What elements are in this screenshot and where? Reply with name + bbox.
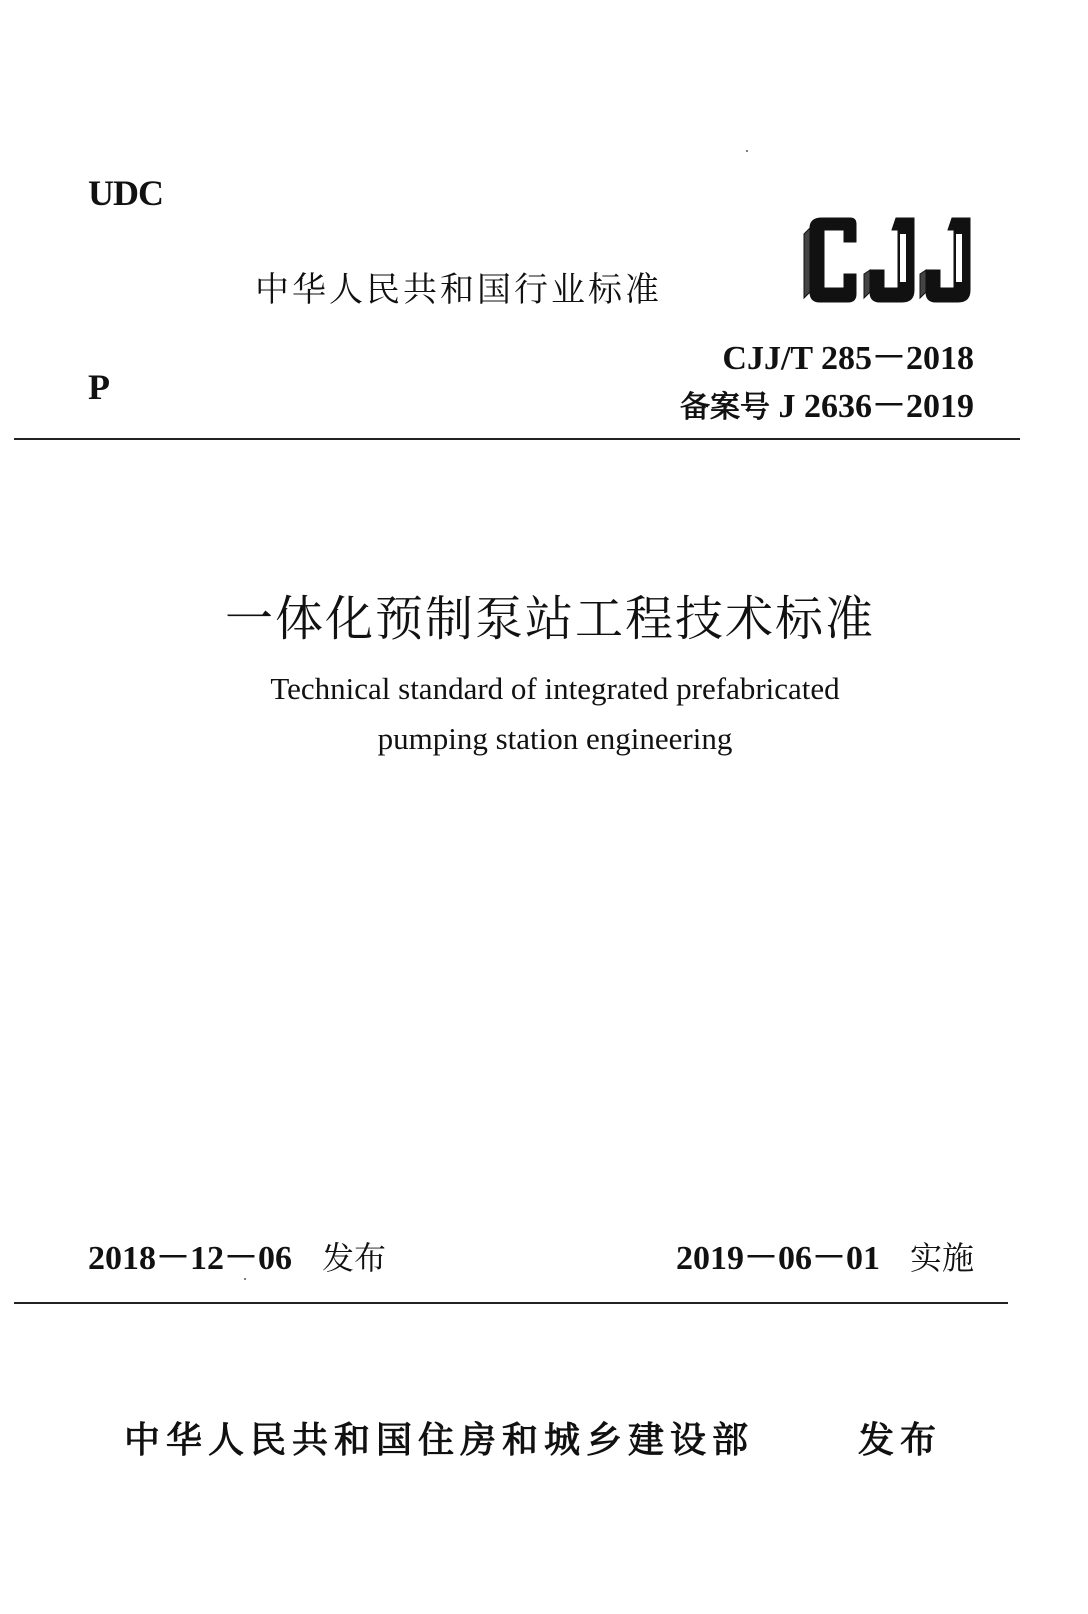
document-title-english: [0, 664, 1088, 764]
implement-date-value: 2019－06－01: [675, 1240, 880, 1277]
category-label: P: [88, 367, 110, 407]
record-label: 备案号: [680, 390, 770, 425]
scan-speck: [746, 150, 748, 152]
english-title-line-1: Technical standard of integrated prefabricated: [270, 671, 840, 706]
issue-label: 发布: [322, 1239, 387, 1277]
publisher-suffix: 发布: [858, 1420, 943, 1461]
scan-speck: [244, 1278, 246, 1280]
udc-label: UDC: [88, 173, 163, 213]
cjj-logo-icon: [800, 214, 980, 306]
bottom-divider: [14, 1302, 1008, 1304]
publisher-name: 中华人民共和国住房和城乡建设部: [124, 1420, 755, 1461]
document-title-chinese: 一体化预制泵站工程技术标准: [224, 591, 875, 647]
english-title-line-2: pumping station engineering: [377, 721, 733, 756]
implement-label: 实施: [909, 1239, 974, 1277]
record-number-value: J 2636－2019: [778, 388, 974, 425]
implement-date: [676, 1230, 974, 1279]
standard-number: CJJ/T 285－2018: [722, 340, 974, 377]
issue-date-value: 2018－12－06: [88, 1240, 292, 1277]
issue-date: [88, 1230, 386, 1279]
industry-standard-title: 中华人民共和国行业标准: [255, 270, 662, 310]
top-divider: [14, 438, 1020, 440]
record-number: [680, 378, 974, 427]
